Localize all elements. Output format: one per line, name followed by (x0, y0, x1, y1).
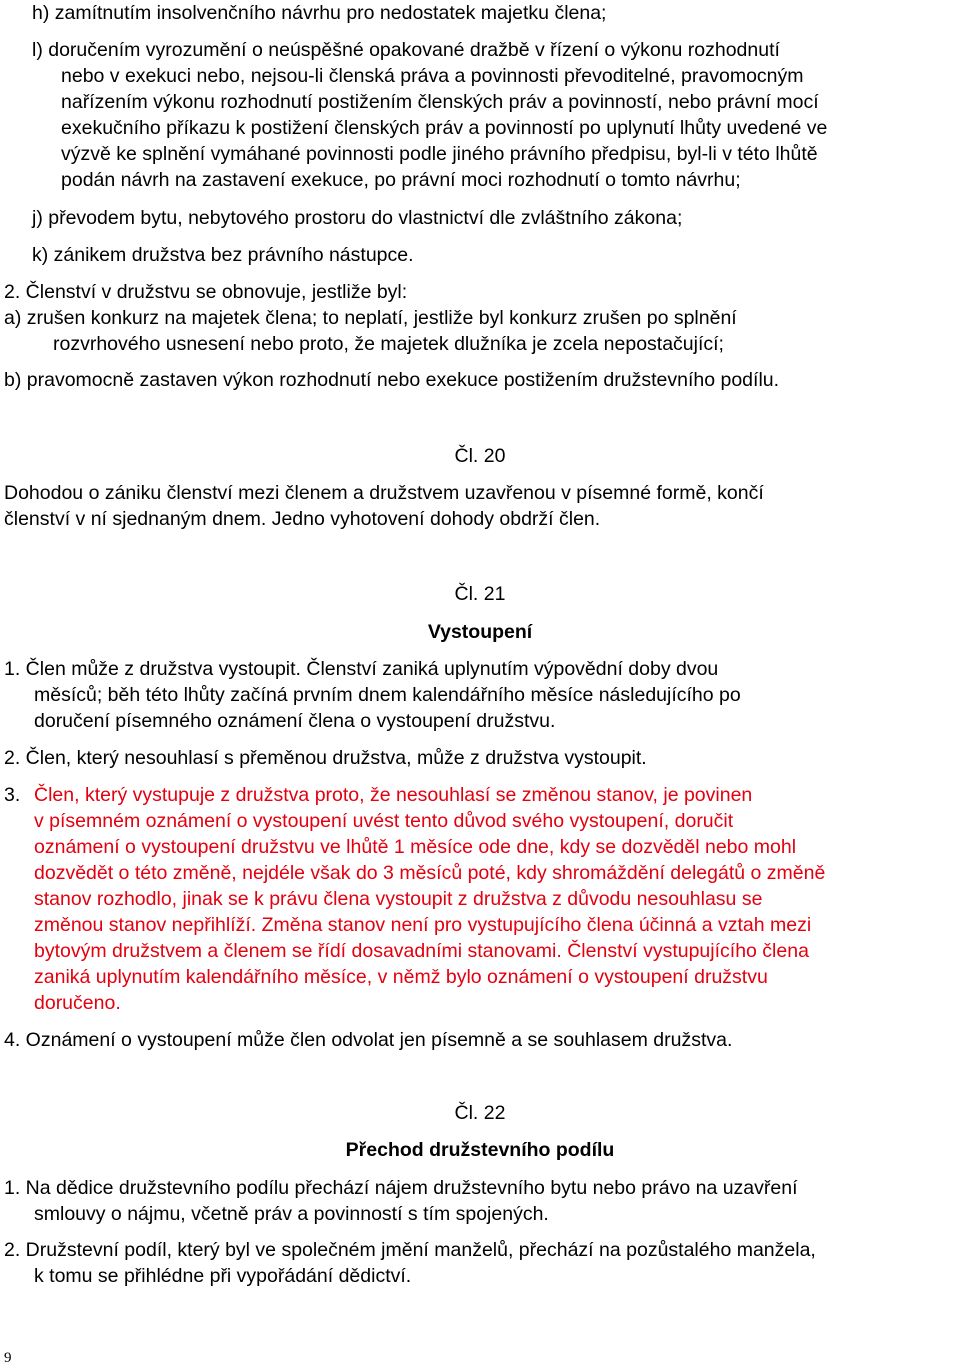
art22-p1-line-1: 1. Na dědice družstevního podílu přechází nájem družstevního bytu nebo právo na uzavření (4, 1177, 798, 1199)
art21-heading: Čl. 21 (454, 583, 506, 605)
art21-p1-line-2: měsíců; běh této lhůty začíná prvním dnem kalendářního měsíce následujícího po (34, 684, 741, 706)
art20-line-1: Dohodou o zániku členství mezi členem a družstvem uzavřenou v písemné formě, končí (4, 482, 764, 504)
item-k: k) zánikem družstva bez právního nástupce. (32, 244, 414, 266)
art21-p4: 4. Oznámení o vystoupení může člen odvolat jen písemně a se souhlasem družstva. (4, 1029, 733, 1051)
art22-p2-line-2: k tomu se přihlédne při vypořádání dědictví. (34, 1265, 412, 1287)
section-2-b: b) pravomocně zastaven výkon rozhodnutí nebo exekuce postižením družstevního podílu. (4, 369, 780, 391)
art20-heading: Čl. 20 (454, 445, 506, 467)
art21-p3-line-3: oznámení o vystoupení družstvu ve lhůtě 1 měsíce ode dne, kdy se dozvěděl nebo mohl (34, 836, 797, 858)
art21-p3-line-4: dozvědět o této změně, nejdéle však do 3 měsíců poté, kdy shromáždění delegátů o změně (34, 862, 826, 884)
section-2-intro: 2. Členství v družstvu se obnovuje, jestliže byl: (4, 281, 408, 303)
art21-p2: 2. Člen, který nesouhlasí s přeměnou družstva, může z družstva vystoupit. (4, 747, 647, 769)
art21-p3-line-7: bytovým družstvem a členem se řídí dosavadními stanovami. Členství vystupujícího člena (34, 940, 809, 962)
item-l-line-3: nařízením výkonu rozhodnutí postižením členských práv a povinností, nebo právní mocí (61, 91, 819, 113)
item-l-line-1: l) doručením vyrozumění o neúspěšné opakované dražbě v řízení o výkonu rozhodnutí (32, 39, 780, 61)
item-l-line-2: nebo v exekuci nebo, nejsou-li členská práva a povinnosti převoditelné, pravomocným (61, 65, 804, 87)
art22-heading: Čl. 22 (454, 1102, 506, 1124)
art21-p1-line-1: 1. Člen může z družstva vystoupit. Členství zaniká uplynutím výpovědní doby dvou (4, 658, 719, 680)
page-number: 9 (4, 1350, 12, 1366)
art20-line-2: členství v ní sjednaným dnem. Jedno vyhotovení dohody obdrží člen. (4, 508, 601, 530)
art21-p3-line-2: v písemném oznámení o vystoupení uvést tento důvod svého vystoupení, doručit (34, 810, 734, 832)
art21-p3-line-9: doručeno. (34, 992, 121, 1014)
art21-p3-line-6: změnou stanov nepřihlíží. Změna stanov není pro vystupujícího člena účinná a vztah mezi (34, 914, 812, 936)
section-2-a-line-2: rozvrhového usnesení nebo proto, že majetek dlužníka je zcela nepostačující; (53, 333, 724, 355)
art21-p3-line-5: stanov rozhodlo, jinak se k právu člena vystoupit z družstva z důvodu nesouhlasu se (34, 888, 763, 910)
section-2-a-line-1: a) zrušen konkurz na majetek člena; to neplatí, jestliže byl konkurz zrušen po splnění (4, 307, 737, 329)
item-l-line-6: podán návrh na zastavení exekuce, po právní moci rozhodnutí o tomto návrhu; (61, 169, 741, 191)
art21-title: Vystoupení (427, 621, 533, 643)
item-l-line-4: exekučního příkazu k postižení členských práv a povinností po uplynutí lhůty uvedené ve (61, 117, 828, 139)
art22-title: Přechod družstevního podílu (345, 1139, 615, 1161)
art22-p1-line-2: smlouvy o nájmu, včetně práv a povinností s tím spojených. (34, 1203, 549, 1225)
art21-p3-number: 3. (4, 784, 21, 806)
art22-p2-line-1: 2. Družstevní podíl, který byl ve společném jmění manželů, přechází na pozůstalého manžela, (4, 1239, 816, 1261)
art21-p3-line-8: zaniká uplynutím kalendářního měsíce, v němž bylo oznámení o vystoupení družstvu (34, 966, 768, 988)
art21-p1-line-3: doručení písemného oznámení člena o vystoupení družstvu. (34, 710, 556, 732)
art21-p3-line-1: Člen, který vystupuje z družstva proto, že nesouhlasí se změnou stanov, je povinen (34, 784, 753, 806)
item-l-line-5: výzvě ke splnění vymáhané povinnosti podle jiného právního předpisu, byl-li v této lhůtě (61, 143, 818, 165)
item-j: j) převodem bytu, nebytového prostoru do vlastnictví dle zvláštního zákona; (32, 207, 683, 229)
item-h: h) zamítnutím insolvenčního návrhu pro nedostatek majetku člena; (32, 2, 607, 24)
